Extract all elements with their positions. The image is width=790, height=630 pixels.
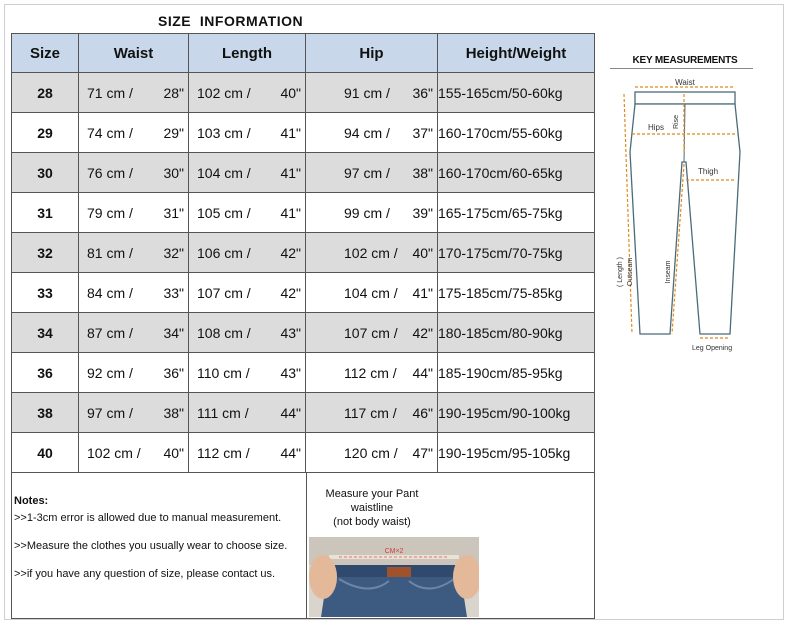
length-in: 43" bbox=[280, 324, 301, 341]
height-weight-cell: 160-170cm/60-65kg bbox=[438, 153, 595, 193]
waist-cm: 76 cm / bbox=[87, 164, 133, 181]
table-body bbox=[12, 73, 595, 473]
hip-cell bbox=[306, 393, 438, 433]
waist-in: 31" bbox=[163, 204, 184, 221]
page-title: SIZE INFORMATION bbox=[158, 13, 304, 29]
waist-cell bbox=[79, 113, 189, 153]
waist-cm: 84 cm / bbox=[87, 284, 133, 301]
waist-cm: 97 cm / bbox=[87, 404, 133, 421]
size-cell: 31 bbox=[12, 193, 79, 233]
table-row bbox=[12, 153, 595, 193]
waist-cm: 81 cm / bbox=[87, 244, 133, 261]
divider bbox=[11, 471, 12, 619]
size-cell: 32 bbox=[12, 233, 79, 273]
waist-cell bbox=[79, 233, 189, 273]
height-weight-cell: 170-175cm/70-75kg bbox=[438, 233, 595, 273]
leg-opening-label: Leg Opening bbox=[692, 345, 733, 352]
size-cell: 34 bbox=[12, 313, 79, 353]
notes-section bbox=[14, 494, 306, 595]
outseam-label: Outseam bbox=[627, 257, 634, 287]
length-in: 42" bbox=[280, 284, 301, 301]
table-row bbox=[12, 393, 595, 433]
waist-in: 40" bbox=[163, 444, 184, 461]
hip-cm: 97 cm / bbox=[344, 164, 390, 181]
waist-in: 34" bbox=[163, 324, 184, 341]
waist-in: 38" bbox=[163, 404, 184, 421]
waist-cell bbox=[79, 353, 189, 393]
waist-label: Waist bbox=[675, 78, 695, 87]
height-weight-cell: 165-175cm/65-75kg bbox=[438, 193, 595, 233]
height-weight-cell: 175-185cm/75-85kg bbox=[438, 273, 595, 313]
hip-cm: 107 cm / bbox=[344, 324, 398, 341]
length-cm: 107 cm / bbox=[197, 284, 251, 301]
hip-in: 42" bbox=[412, 324, 433, 341]
waist-in: 32" bbox=[163, 244, 184, 261]
height-weight-cell: 155-165cm/50-60kg bbox=[438, 73, 595, 113]
length-in: 44" bbox=[280, 444, 301, 461]
caption-line: waistline bbox=[350, 502, 394, 514]
waist-cell bbox=[79, 393, 189, 433]
waistband-shape bbox=[635, 92, 735, 104]
length-cm: 102 cm / bbox=[197, 84, 251, 101]
notes-heading: Notes: bbox=[14, 495, 49, 507]
divider bbox=[610, 68, 753, 69]
size-cell: 36 bbox=[12, 353, 79, 393]
length-cm: 105 cm / bbox=[197, 204, 251, 221]
hip-cell bbox=[306, 153, 438, 193]
hip-in: 39" bbox=[412, 204, 433, 221]
hip-cm: 104 cm / bbox=[344, 284, 398, 301]
waist-cell bbox=[79, 153, 189, 193]
header-hip: Hip bbox=[306, 34, 438, 73]
height-weight-cell: 160-170cm/55-60kg bbox=[438, 113, 595, 153]
waist-cell bbox=[79, 313, 189, 353]
size-cell: 28 bbox=[12, 73, 79, 113]
size-cell: 30 bbox=[12, 153, 79, 193]
waist-cell bbox=[79, 273, 189, 313]
size-cell: 38 bbox=[12, 393, 79, 433]
waist-cm: 74 cm / bbox=[87, 124, 133, 141]
table-row bbox=[12, 233, 595, 273]
waist-cell bbox=[79, 193, 189, 233]
table-row bbox=[12, 113, 595, 153]
length-in: 41" bbox=[280, 124, 301, 141]
length-in: 41" bbox=[280, 204, 301, 221]
inseam-label: Inseam bbox=[665, 260, 672, 284]
pants-shape bbox=[630, 104, 740, 334]
waist-cm: 102 cm / bbox=[87, 444, 141, 461]
hip-in: 40" bbox=[412, 244, 433, 261]
photo-label: CM×2 bbox=[384, 548, 404, 555]
length-cell bbox=[189, 113, 306, 153]
length-cm: 111 cm / bbox=[197, 404, 249, 421]
divider bbox=[306, 472, 307, 618]
hip-cm: 91 cm / bbox=[344, 84, 390, 101]
note-item: >>Measure the clothes you usually wear to choose size. bbox=[14, 540, 288, 552]
header-size: Size bbox=[12, 34, 79, 73]
hip-in: 36" bbox=[412, 84, 433, 101]
length-cell bbox=[189, 273, 306, 313]
divider bbox=[594, 471, 595, 619]
waist-cell bbox=[79, 73, 189, 113]
length-label: ( Length ) bbox=[617, 257, 624, 287]
hip-in: 47" bbox=[412, 444, 433, 461]
caption-line: (not body waist) bbox=[333, 516, 411, 528]
waist-cm: 79 cm / bbox=[87, 204, 133, 221]
rise-label: Rise bbox=[673, 114, 680, 130]
hip-cm: 120 cm / bbox=[344, 444, 398, 461]
length-cell bbox=[189, 153, 306, 193]
waist-cm: 71 cm / bbox=[87, 84, 133, 101]
hip-cm: 112 cm / bbox=[344, 364, 397, 381]
length-cm: 104 cm / bbox=[197, 164, 251, 181]
table-row bbox=[12, 433, 595, 473]
length-in: 41" bbox=[280, 164, 301, 181]
hip-cell bbox=[306, 353, 438, 393]
hip-cell bbox=[306, 313, 438, 353]
length-in: 43" bbox=[280, 364, 301, 381]
hips-label: Hips bbox=[648, 123, 665, 132]
size-cell: 29 bbox=[12, 113, 79, 153]
length-cell bbox=[189, 313, 306, 353]
length-cm: 110 cm / bbox=[197, 364, 250, 381]
divider bbox=[11, 618, 595, 619]
hip-cm: 102 cm / bbox=[344, 244, 398, 261]
length-cm: 103 cm / bbox=[197, 124, 251, 141]
hip-cell bbox=[306, 193, 438, 233]
hip-cell bbox=[306, 233, 438, 273]
table-row bbox=[12, 353, 595, 393]
length-in: 42" bbox=[280, 244, 301, 261]
measure-caption bbox=[312, 487, 432, 529]
waist-in: 30" bbox=[163, 164, 184, 181]
length-in: 40" bbox=[280, 84, 301, 101]
length-cell bbox=[189, 193, 306, 233]
hip-cell bbox=[306, 73, 438, 113]
height-weight-cell: 180-185cm/80-90kg bbox=[438, 313, 595, 353]
hip-cm: 94 cm / bbox=[344, 124, 390, 141]
header-height-weight: Height/Weight bbox=[438, 34, 595, 73]
pants-diagram bbox=[610, 72, 760, 362]
table-row bbox=[12, 193, 595, 233]
length-cm: 106 cm / bbox=[197, 244, 251, 261]
waist-cell bbox=[79, 433, 189, 473]
size-table bbox=[11, 33, 595, 473]
hip-in: 37" bbox=[412, 124, 433, 141]
hip-cm: 117 cm / bbox=[344, 404, 397, 421]
table-row bbox=[12, 273, 595, 313]
hip-in: 46" bbox=[412, 404, 433, 421]
height-weight-cell: 190-195cm/95-105kg bbox=[438, 433, 595, 473]
thigh-label: Thigh bbox=[698, 167, 719, 176]
note-item: >>1-3cm error is allowed due to manual measurement. bbox=[14, 512, 282, 524]
length-cell bbox=[189, 73, 306, 113]
waist-measure-photo bbox=[309, 537, 479, 617]
hip-cm: 99 cm / bbox=[344, 204, 390, 221]
table-row bbox=[12, 313, 595, 353]
table-row bbox=[12, 73, 595, 113]
hip-in: 41" bbox=[412, 284, 433, 301]
hip-cell bbox=[306, 113, 438, 153]
waist-in: 36" bbox=[163, 364, 184, 381]
waist-in: 33" bbox=[163, 284, 184, 301]
hip-in: 44" bbox=[412, 364, 433, 381]
length-cm: 112 cm / bbox=[197, 444, 250, 461]
table-header-row bbox=[12, 34, 595, 73]
note-item: >>if you have any question of size, please contact us. bbox=[14, 568, 276, 580]
waist-cm: 92 cm / bbox=[87, 364, 133, 381]
length-in: 44" bbox=[280, 404, 301, 421]
length-cell bbox=[189, 353, 306, 393]
length-cell bbox=[189, 233, 306, 273]
length-cell bbox=[189, 393, 306, 433]
hip-cell bbox=[306, 433, 438, 473]
header-length: Length bbox=[189, 34, 306, 73]
waist-cm: 87 cm / bbox=[87, 324, 133, 341]
length-cell bbox=[189, 433, 306, 473]
waist-in: 29" bbox=[163, 124, 184, 141]
key-measurements-title: KEY MEASUREMENTS bbox=[632, 55, 738, 66]
length-cm: 108 cm / bbox=[197, 324, 251, 341]
height-weight-cell: 190-195cm/90-100kg bbox=[438, 393, 595, 433]
height-weight-cell: 185-190cm/85-95kg bbox=[438, 353, 595, 393]
caption-line: Measure your Pant bbox=[325, 488, 419, 500]
size-cell: 40 bbox=[12, 433, 79, 473]
hip-cell bbox=[306, 273, 438, 313]
header-waist: Waist bbox=[79, 34, 189, 73]
hip-in: 38" bbox=[412, 164, 433, 181]
size-cell: 33 bbox=[12, 273, 79, 313]
waist-in: 28" bbox=[163, 84, 184, 101]
